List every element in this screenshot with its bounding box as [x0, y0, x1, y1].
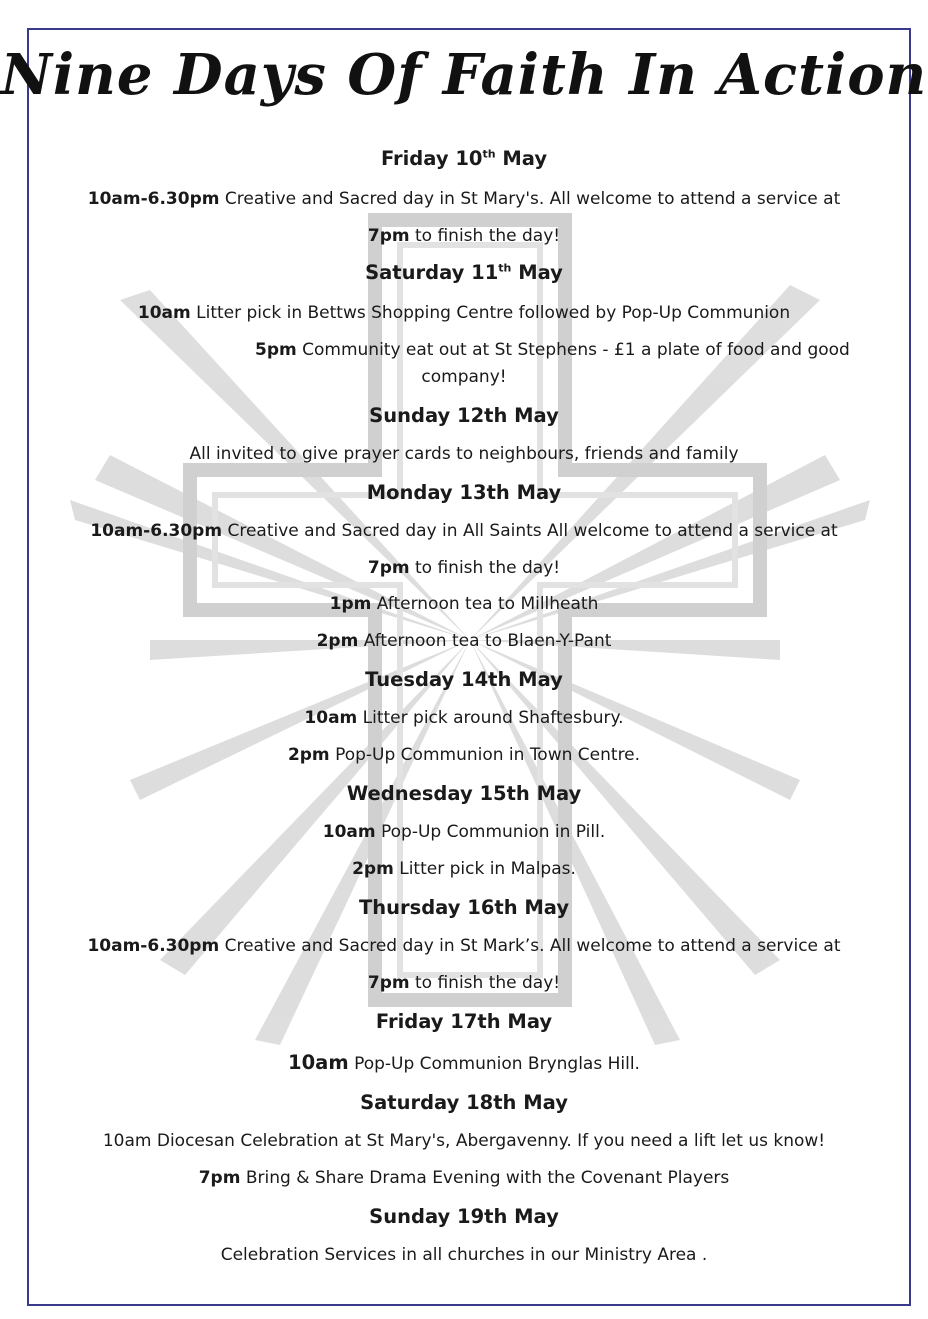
event-line: 2pm Pop-Up Communion in Town Centre. [287, 745, 641, 765]
event-line: 10am-6.30pm Creative and Sacred day in All Saints All welcome to attend a service at [90, 521, 838, 541]
page-title: Nine Days Of Faith In Action [0, 42, 928, 108]
event-line: Celebration Services in all churches in our Ministry Area . [220, 1245, 708, 1265]
day-heading-friday-17: Friday 17th May [375, 1010, 553, 1033]
day-heading-saturday-11: Saturday 11th May [365, 261, 563, 284]
day-heading-monday-13: Monday 13th May [366, 481, 562, 504]
day-heading-tuesday-14: Tuesday 14th May [365, 668, 563, 691]
event-line: 2pm Afternoon tea to Blaen-Y-Pant [316, 631, 612, 651]
event-line: 5pm Community eat out at St Stephens - £1 a plate of food and good [255, 340, 850, 360]
event-line-continued: company! [421, 367, 507, 387]
event-line: 10am-6.30pm Creative and Sacred day in St Mary's. All welcome to attend a service at [87, 189, 841, 209]
day-heading-friday-10: Friday 10th May [380, 147, 548, 170]
event-line: 10am-6.30pm Creative and Sacred day in St Mark’s. All welcome to attend a service at [87, 936, 841, 956]
event-line: 10am Pop-Up Communion Brynglas Hill. [288, 1051, 640, 1074]
event-line: 7pm to finish the day! [367, 558, 561, 578]
event-line: 10am Litter pick around Shaftesbury. [304, 708, 624, 728]
event-line: 7pm to finish the day! [367, 226, 561, 246]
event-line: 7pm to finish the day! [367, 973, 561, 993]
event-line: 7pm Bring & Share Drama Evening with the Covenant Players [198, 1168, 730, 1188]
event-line: 1pm Afternoon tea to Millheath [329, 594, 599, 614]
event-line: 10am Litter pick in Bettws Shopping Centre followed by Pop-Up Communion [137, 303, 791, 323]
day-heading-saturday-18: Saturday 18th May [360, 1091, 568, 1114]
day-heading-sunday-19: Sunday 19th May [369, 1205, 559, 1228]
event-line: 10am Pop-Up Communion in Pill. [322, 822, 606, 842]
event-line: All invited to give prayer cards to neighbours, friends and family [189, 444, 739, 464]
event-line: 2pm Litter pick in Malpas. [352, 859, 576, 879]
page-border [27, 28, 911, 1306]
event-line: 10am Diocesan Celebration at St Mary's, Abergavenny. If you need a lift let us know! [102, 1131, 826, 1151]
day-heading-thursday-16: Thursday 16th May [358, 896, 570, 919]
day-heading-sunday-12: Sunday 12th May [369, 404, 559, 427]
day-heading-wednesday-15: Wednesday 15th May [346, 782, 582, 805]
